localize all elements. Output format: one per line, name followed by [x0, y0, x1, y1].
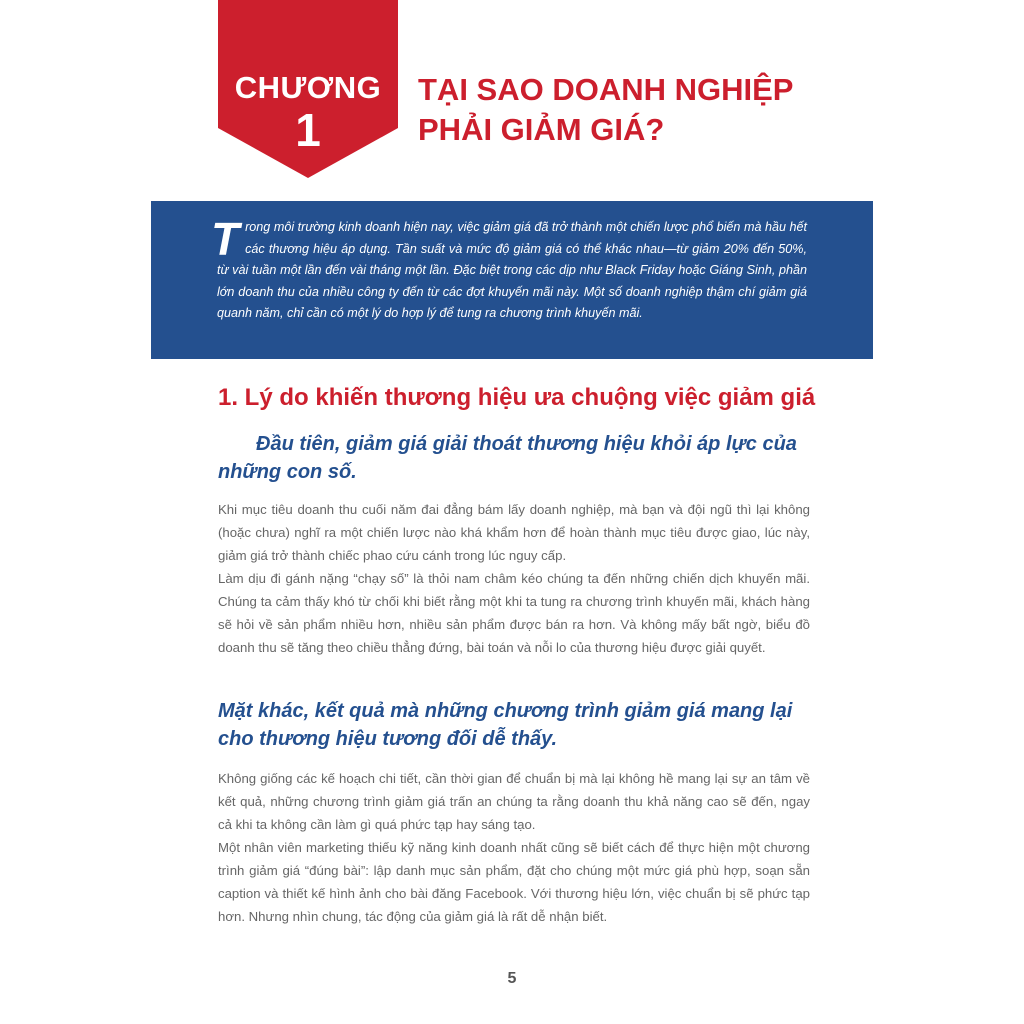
- chapter-title-line-1: TẠI SAO DOANH NGHIỆP: [418, 72, 794, 107]
- intro-box: [151, 201, 873, 359]
- section-heading: 1. Lý do khiến thương hiệu ưa chuộng việc giảm giá: [218, 384, 816, 411]
- paragraph: Không giống các kế hoạch chi tiết, cần thời gian để chuẩn bị mà lại không hề mang lại sự an tâm về kết quả, những chương trình giảm giá trấn an chúng ta rằng doanh thu khả năng cao sẽ đến, ngay cả khi ta không cần làm gì quá phức tạp hay sáng tạo.: [218, 771, 810, 832]
- chapter-label: CHƯƠNG: [234, 70, 382, 105]
- body-block-2: [218, 767, 810, 928]
- chapter-badge: [218, 0, 398, 180]
- body-block-1: [218, 498, 810, 659]
- paragraph: Khi mục tiêu doanh thu cuối năm đai đẳng bám lấy doanh nghiệp, mà bạn và đội ngũ thì lại không (hoặc chưa) nghĩ ra một chiến lược nào khá khẩm hơn để hoàn thành mục tiêu được giao, lúc này, giảm giá trở thành chiếc phao cứu cánh trong lúc nguy cấp.: [218, 502, 810, 563]
- paragraph: Một nhân viên marketing thiếu kỹ năng kinh doanh nhất cũng sẽ biết cách để thực hiện một chương trình giảm giá “đúng bài”: lập danh mục sản phẩm, đặt cho chúng một mức giá phù hợp, soạn sẵn caption và thiết kế hình ảnh cho bài đăng Facebook. Với thương hiệu lớn, việc chuẩn bị sẽ phức tạp hơn. Nhưng nhìn chung, tác động của giảm giá là rất dễ nhận biết.: [218, 840, 810, 924]
- paragraph: Làm dịu đi gánh nặng “chạy số” là thỏi nam châm kéo chúng ta đến những chiến dịch khuyến mãi. Chúng ta cảm thấy khó từ chối khi biết rằng một khi ta tung ra chương trình khuyến mãi, khách hàng sẽ hỏi về sản phẩm nhiều hơn, nhiều sản phẩm được bán ra hơn. Và không mấy bất ngờ, biểu đồ doanh thu sẽ tăng theo chiều thẳng đứng, bài toán và nỗi lo của thương hiệu được giải quyết.: [218, 571, 810, 655]
- chapter-number: 1: [295, 104, 321, 156]
- intro-text: rong môi trường kinh doanh hiện nay, việc giảm giá đã trở thành một chiến lược phổ biến mà hầu hết các thương hiệu áp dụng. Tần suất và mức độ giảm giá có thể khác nhau—từ giảm 20% đến 50%, từ vài tuần một lần đến vài tháng một lần. Đặc biệt trong các dịp như Black Friday hoặc Giáng Sinh, phần lớn doanh thu của nhiều công ty đến từ các đợt khuyến mãi này. Một số doanh nghiệp thậm chí giảm giá quanh năm, chỉ cần có một lý do hợp lý để tung ra chương trình khuyến mãi.: [217, 220, 807, 320]
- subheading-1-text: Đầu tiên, giảm giá giải thoát thương hiệu khỏi áp lực của những con số.: [218, 433, 797, 483]
- page-number: 5: [507, 970, 517, 987]
- intro-paragraph: [211, 213, 807, 325]
- subheading-1: [218, 430, 818, 486]
- chapter-title: [418, 70, 838, 150]
- chapter-title-line-2: PHẢI GIẢM GIÁ?: [418, 112, 665, 147]
- subheading-2: Mặt khác, kết quả mà những chương trình giảm giá mang lại cho thương hiệu tương đối dễ thấy.: [218, 700, 793, 750]
- intro-dropcap: T: [211, 213, 240, 265]
